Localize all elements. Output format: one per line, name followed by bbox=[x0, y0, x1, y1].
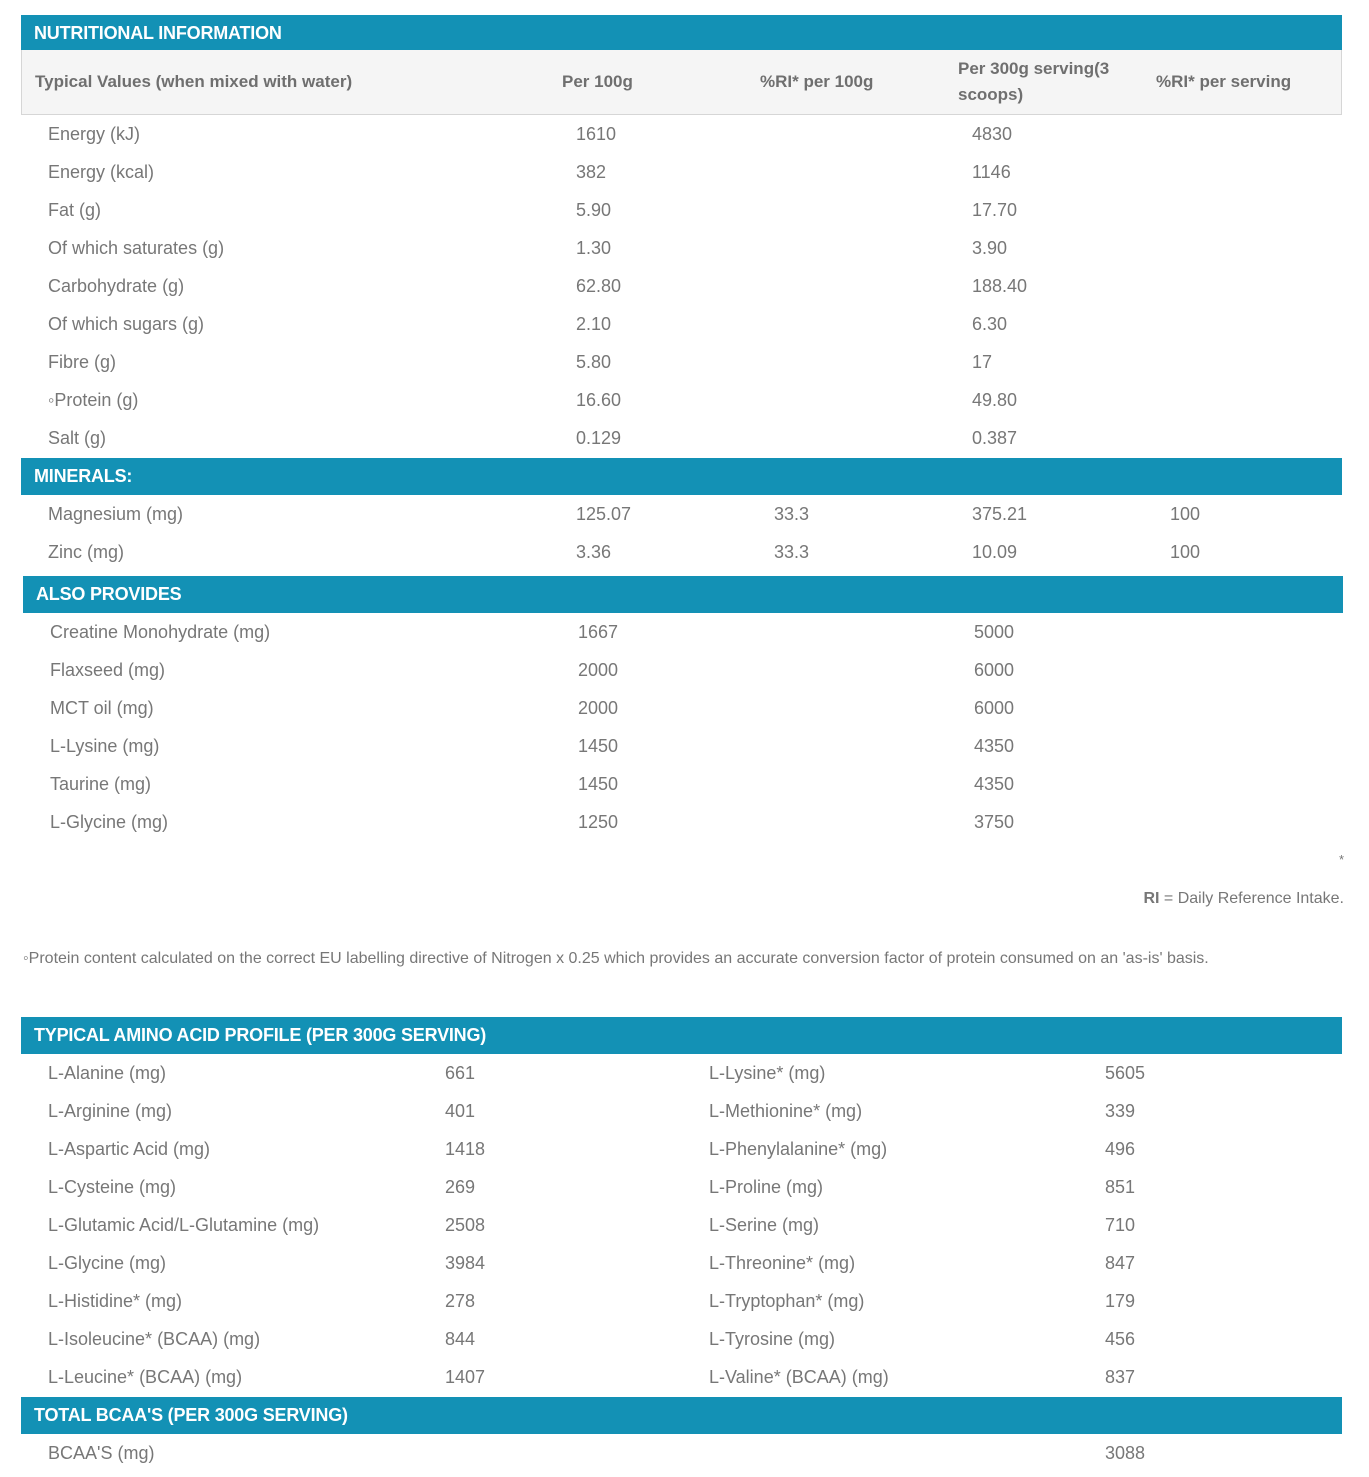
bcaa-rows bbox=[0, 1434, 1369, 1472]
nutrient-label: Creatine Monohydrate (mg) bbox=[50, 622, 271, 642]
nutrient-value: 17 bbox=[972, 352, 993, 372]
nutrient-label: L-Methionine* (mg) bbox=[709, 1101, 863, 1121]
ri-equals: = Daily Reference Intake. bbox=[1159, 890, 1344, 907]
table-row bbox=[0, 305, 1369, 343]
nutrient-value: 4350 bbox=[974, 736, 1015, 756]
nutrient-label: L-Glycine (mg) bbox=[48, 1253, 167, 1273]
nutrient-label: L-Tryptophan* (mg) bbox=[709, 1291, 865, 1311]
nutrient-label: Carbohydrate (g) bbox=[48, 276, 185, 296]
nutrient-label: L-Threonine* (mg) bbox=[709, 1253, 856, 1273]
nutrient-value: 844 bbox=[445, 1329, 476, 1349]
table-row bbox=[0, 1282, 1369, 1320]
nutrient-value: 401 bbox=[445, 1101, 476, 1121]
table-row bbox=[0, 689, 1369, 727]
nutrient-value: 496 bbox=[1105, 1139, 1136, 1159]
nutrient-value: 16.60 bbox=[576, 390, 622, 410]
col-ri-per-100g: %RI* per 100g bbox=[760, 72, 874, 91]
table-row bbox=[0, 495, 1369, 533]
table-row bbox=[0, 381, 1369, 419]
nutrient-value: 4350 bbox=[974, 774, 1015, 794]
nutrient-value: 6000 bbox=[974, 660, 1015, 680]
protein-footnote: ◦Protein content calculated on the correct EU labelling directive of Nitrogen x 0.25 which provides an accurate conversion factor of protein consumed on an 'as-is' basis. bbox=[23, 950, 1209, 967]
nutrient-label: Energy (kJ) bbox=[48, 124, 141, 144]
nutrient-label: L-Arginine (mg) bbox=[48, 1101, 173, 1121]
nutrient-label: L-Valine* (BCAA) (mg) bbox=[709, 1367, 889, 1387]
nutrient-value: 10.09 bbox=[972, 542, 1018, 562]
table-row bbox=[0, 1168, 1369, 1206]
table-row bbox=[0, 1130, 1369, 1168]
nutrient-value: 188.40 bbox=[972, 276, 1028, 296]
table-row bbox=[0, 1054, 1369, 1092]
nutrient-label: Energy (kcal) bbox=[48, 162, 155, 182]
nutrient-label: L-Phenylalanine* (mg) bbox=[709, 1139, 888, 1159]
nutrient-value: 0.387 bbox=[972, 428, 1018, 448]
nutrient-label: L-Proline (mg) bbox=[709, 1177, 824, 1197]
col-typical-values: Typical Values (when mixed with water) bbox=[35, 72, 353, 91]
table-row bbox=[0, 613, 1369, 651]
nutrient-label: L-Glycine (mg) bbox=[50, 812, 169, 832]
nutrient-value: 5605 bbox=[1105, 1063, 1146, 1083]
nutrient-label: L-Alanine (mg) bbox=[48, 1063, 167, 1083]
nutrient-label: L-Histidine* (mg) bbox=[48, 1291, 183, 1311]
table-row bbox=[0, 1358, 1369, 1396]
nutrient-label: Fat (g) bbox=[48, 200, 102, 220]
nutrient-value: 4830 bbox=[972, 124, 1013, 144]
nutrient-label: Of which sugars (g) bbox=[48, 314, 205, 334]
nutrient-value: 710 bbox=[1105, 1215, 1136, 1235]
nutrient-value: 125.07 bbox=[576, 504, 632, 524]
nutrient-label: Fibre (g) bbox=[48, 352, 117, 372]
nutrient-label: BCAA'S (mg) bbox=[48, 1443, 155, 1463]
col-per-300g-line2: scoops) bbox=[958, 85, 1024, 104]
nutrient-value: 456 bbox=[1105, 1329, 1136, 1349]
nutrient-value: 2000 bbox=[578, 660, 619, 680]
nutrient-value: 1610 bbox=[576, 124, 617, 144]
table-row bbox=[0, 803, 1369, 841]
nutrient-value: 6000 bbox=[974, 698, 1015, 718]
col-per-100g: Per 100g bbox=[562, 72, 633, 91]
nutrient-label: Flaxseed (mg) bbox=[50, 660, 166, 680]
asterisk-note: * bbox=[1338, 852, 1344, 867]
column-headers bbox=[21, 50, 1342, 115]
nutrient-value: 49.80 bbox=[972, 390, 1018, 410]
nutrient-value: 2508 bbox=[445, 1215, 486, 1235]
table-row bbox=[0, 1206, 1369, 1244]
table-row bbox=[0, 153, 1369, 191]
nutrient-value: 100 bbox=[1170, 504, 1201, 524]
nutrient-value: 3750 bbox=[974, 812, 1015, 832]
nutrient-value: 1667 bbox=[578, 622, 619, 642]
nutrient-value: 375.21 bbox=[972, 504, 1028, 524]
amino-acid-rows bbox=[0, 1054, 1369, 1396]
minerals-header: MINERALS: bbox=[21, 458, 1342, 495]
nutrient-label: Salt (g) bbox=[48, 428, 107, 448]
nutrient-label: L-Aspartic Acid (mg) bbox=[48, 1139, 211, 1159]
nutrient-label: Magnesium (mg) bbox=[48, 504, 184, 524]
table-row bbox=[0, 765, 1369, 803]
nutrient-value: 33.3 bbox=[774, 542, 810, 562]
table-row bbox=[0, 115, 1369, 153]
table-row bbox=[0, 191, 1369, 229]
nutrient-value: 1450 bbox=[578, 736, 619, 756]
nutrient-value: 1146 bbox=[972, 162, 1011, 182]
nutrient-label: Zinc (mg) bbox=[48, 542, 124, 562]
nutrient-value: 339 bbox=[1105, 1101, 1136, 1121]
nutrient-value: 278 bbox=[445, 1291, 476, 1311]
nutrient-value: 3984 bbox=[445, 1253, 486, 1273]
table-row bbox=[0, 1320, 1369, 1358]
table-row bbox=[0, 229, 1369, 267]
nutrient-value: 5.90 bbox=[576, 200, 612, 220]
table-row bbox=[0, 727, 1369, 765]
nutrient-label: MCT oil (mg) bbox=[50, 698, 154, 718]
nutrition-rows bbox=[0, 115, 1369, 457]
nutrient-label: L-Leucine* (BCAA) (mg) bbox=[48, 1367, 243, 1387]
nutrient-value: 661 bbox=[445, 1063, 476, 1083]
nutrient-value: 1418 bbox=[445, 1139, 486, 1159]
table-row bbox=[0, 343, 1369, 381]
minerals-rows bbox=[0, 495, 1369, 571]
nutrient-label: Taurine (mg) bbox=[50, 774, 152, 794]
nutrient-value: 17.70 bbox=[972, 200, 1018, 220]
table-row bbox=[0, 419, 1369, 457]
bcaa-header: TOTAL BCAA'S (PER 300G SERVING) bbox=[21, 1397, 1342, 1434]
nutrient-value: 1250 bbox=[578, 812, 619, 832]
nutrient-label: L-Isoleucine* (BCAA) (mg) bbox=[48, 1329, 261, 1349]
ri-abbr: RI bbox=[1143, 890, 1160, 907]
nutrient-value: 1450 bbox=[578, 774, 619, 794]
ri-definition bbox=[1143, 890, 1344, 908]
nutrient-label: L-Lysine (mg) bbox=[50, 736, 160, 756]
nutrient-value: 2000 bbox=[578, 698, 619, 718]
amino-acid-header: TYPICAL AMINO ACID PROFILE (PER 300G SERVING) bbox=[21, 1017, 1342, 1054]
nutrient-value: 1.30 bbox=[576, 238, 612, 258]
table-row bbox=[0, 267, 1369, 305]
nutrient-label: L-Cysteine (mg) bbox=[48, 1177, 177, 1197]
nutrient-value: 3.90 bbox=[972, 238, 1008, 258]
nutrient-value: 5.80 bbox=[576, 352, 612, 372]
col-per-300g: Per 300g serving(3 bbox=[958, 59, 1110, 78]
nutrient-value: 3088 bbox=[1105, 1443, 1146, 1463]
nutrient-value: 0.129 bbox=[576, 428, 622, 448]
nutrient-value: 269 bbox=[445, 1177, 476, 1197]
table-row bbox=[0, 651, 1369, 689]
nutrient-value: 2.10 bbox=[576, 314, 612, 334]
nutrient-label: Of which saturates (g) bbox=[48, 238, 225, 258]
nutrient-value: 6.30 bbox=[972, 314, 1008, 334]
nutrient-value: 179 bbox=[1105, 1291, 1136, 1311]
nutrient-value: 847 bbox=[1105, 1253, 1136, 1273]
nutrient-value: 62.80 bbox=[576, 276, 622, 296]
nutrient-label: ◦Protein (g) bbox=[48, 390, 139, 410]
nutrient-value: 5000 bbox=[974, 622, 1015, 642]
nutrient-value: 100 bbox=[1170, 542, 1201, 562]
nutrient-label: L-Lysine* (mg) bbox=[709, 1063, 826, 1083]
also-provides-rows bbox=[0, 613, 1369, 841]
table-row bbox=[0, 533, 1369, 571]
col-ri-per-serving: %RI* per serving bbox=[1156, 72, 1292, 91]
nutrient-value: 3.36 bbox=[576, 542, 612, 562]
table-row bbox=[0, 1244, 1369, 1282]
nutrient-value: 837 bbox=[1105, 1367, 1136, 1387]
nutrient-value: 1407 bbox=[445, 1367, 486, 1387]
nutrient-value: 851 bbox=[1105, 1177, 1136, 1197]
nutrient-label: L-Glutamic Acid/L-Glutamine (mg) bbox=[48, 1215, 320, 1235]
nutrient-label: L-Serine (mg) bbox=[709, 1215, 820, 1235]
nutrient-label: L-Tyrosine (mg) bbox=[709, 1329, 836, 1349]
table-row bbox=[0, 1434, 1369, 1472]
also-provides-header: ALSO PROVIDES bbox=[23, 576, 1343, 613]
nutritional-information-header: NUTRITIONAL INFORMATION bbox=[21, 15, 1342, 52]
nutrient-value: 382 bbox=[576, 162, 607, 182]
nutrient-value: 33.3 bbox=[774, 504, 810, 524]
table-row bbox=[0, 1092, 1369, 1130]
